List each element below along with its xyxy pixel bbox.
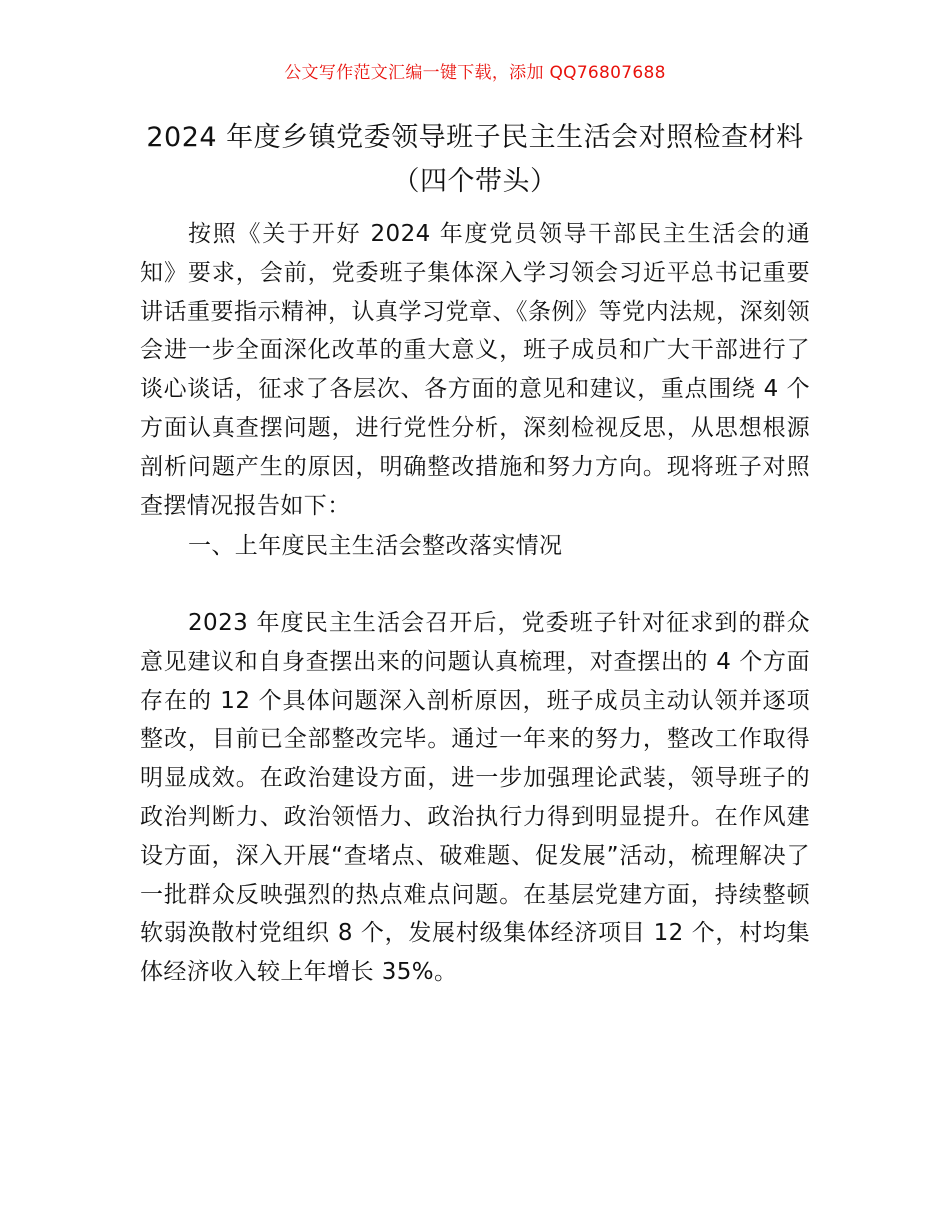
section-heading: 一、上年度民主生活会整改落实情况 bbox=[188, 533, 563, 559]
document-title: 2024 年度乡镇党委领导班子民主生活会对照检查材料（四个带头） bbox=[146, 122, 804, 197]
intro-paragraph: 按照《关于开好 2024 年度党员领导干部民主生活会的通知》要求，会前，党委班子集体深入学习领会习近平总书记重要讲话重要指示精神，认真学习党章、《条例》等党内法规，深刻领会进一步全面深化改革的重大意义，班子成员和广大干部进行了谈心谈话，征求了各层次、各方面的意见和建议，重点围绕 4 个方面认真查摆问题，进行党性分析，深刻检视反思，从思想根源剖析问题产生的原因，明确整改措施和努力方向。现将班子对照查摆情况报告如下： bbox=[140, 221, 810, 519]
rectification-paragraph: 2023 年度民主生活会召开后，党委班子针对征求到的群众意见建议和自身查摆出来的问题认真梳理，对查摆出的 4 个方面存在的 12 个具体问题深入剖析原因，班子成员主动认领并逐项整改，目前已全部整改完毕。通过一年来的努力，整改工作取得明显成效。在政治建设方面，进一步加强理论武装，领导班子的政治判断力、政治领悟力、政治执行力得到明显提升。在作风建设方面，深入开展“查堵点、破难题、促发展”活动，梳理解决了一批群众反映强烈的热点难点问题。在基层党建方面，持续整顿软弱涣散村党组织 8 个，发展村级集体经济项目 12 个，村均集体经济收入较上年增长 35%。 bbox=[140, 610, 810, 986]
download-notice: 公文写作范文汇编一键下载，添加 QQ76807688 bbox=[284, 63, 666, 83]
